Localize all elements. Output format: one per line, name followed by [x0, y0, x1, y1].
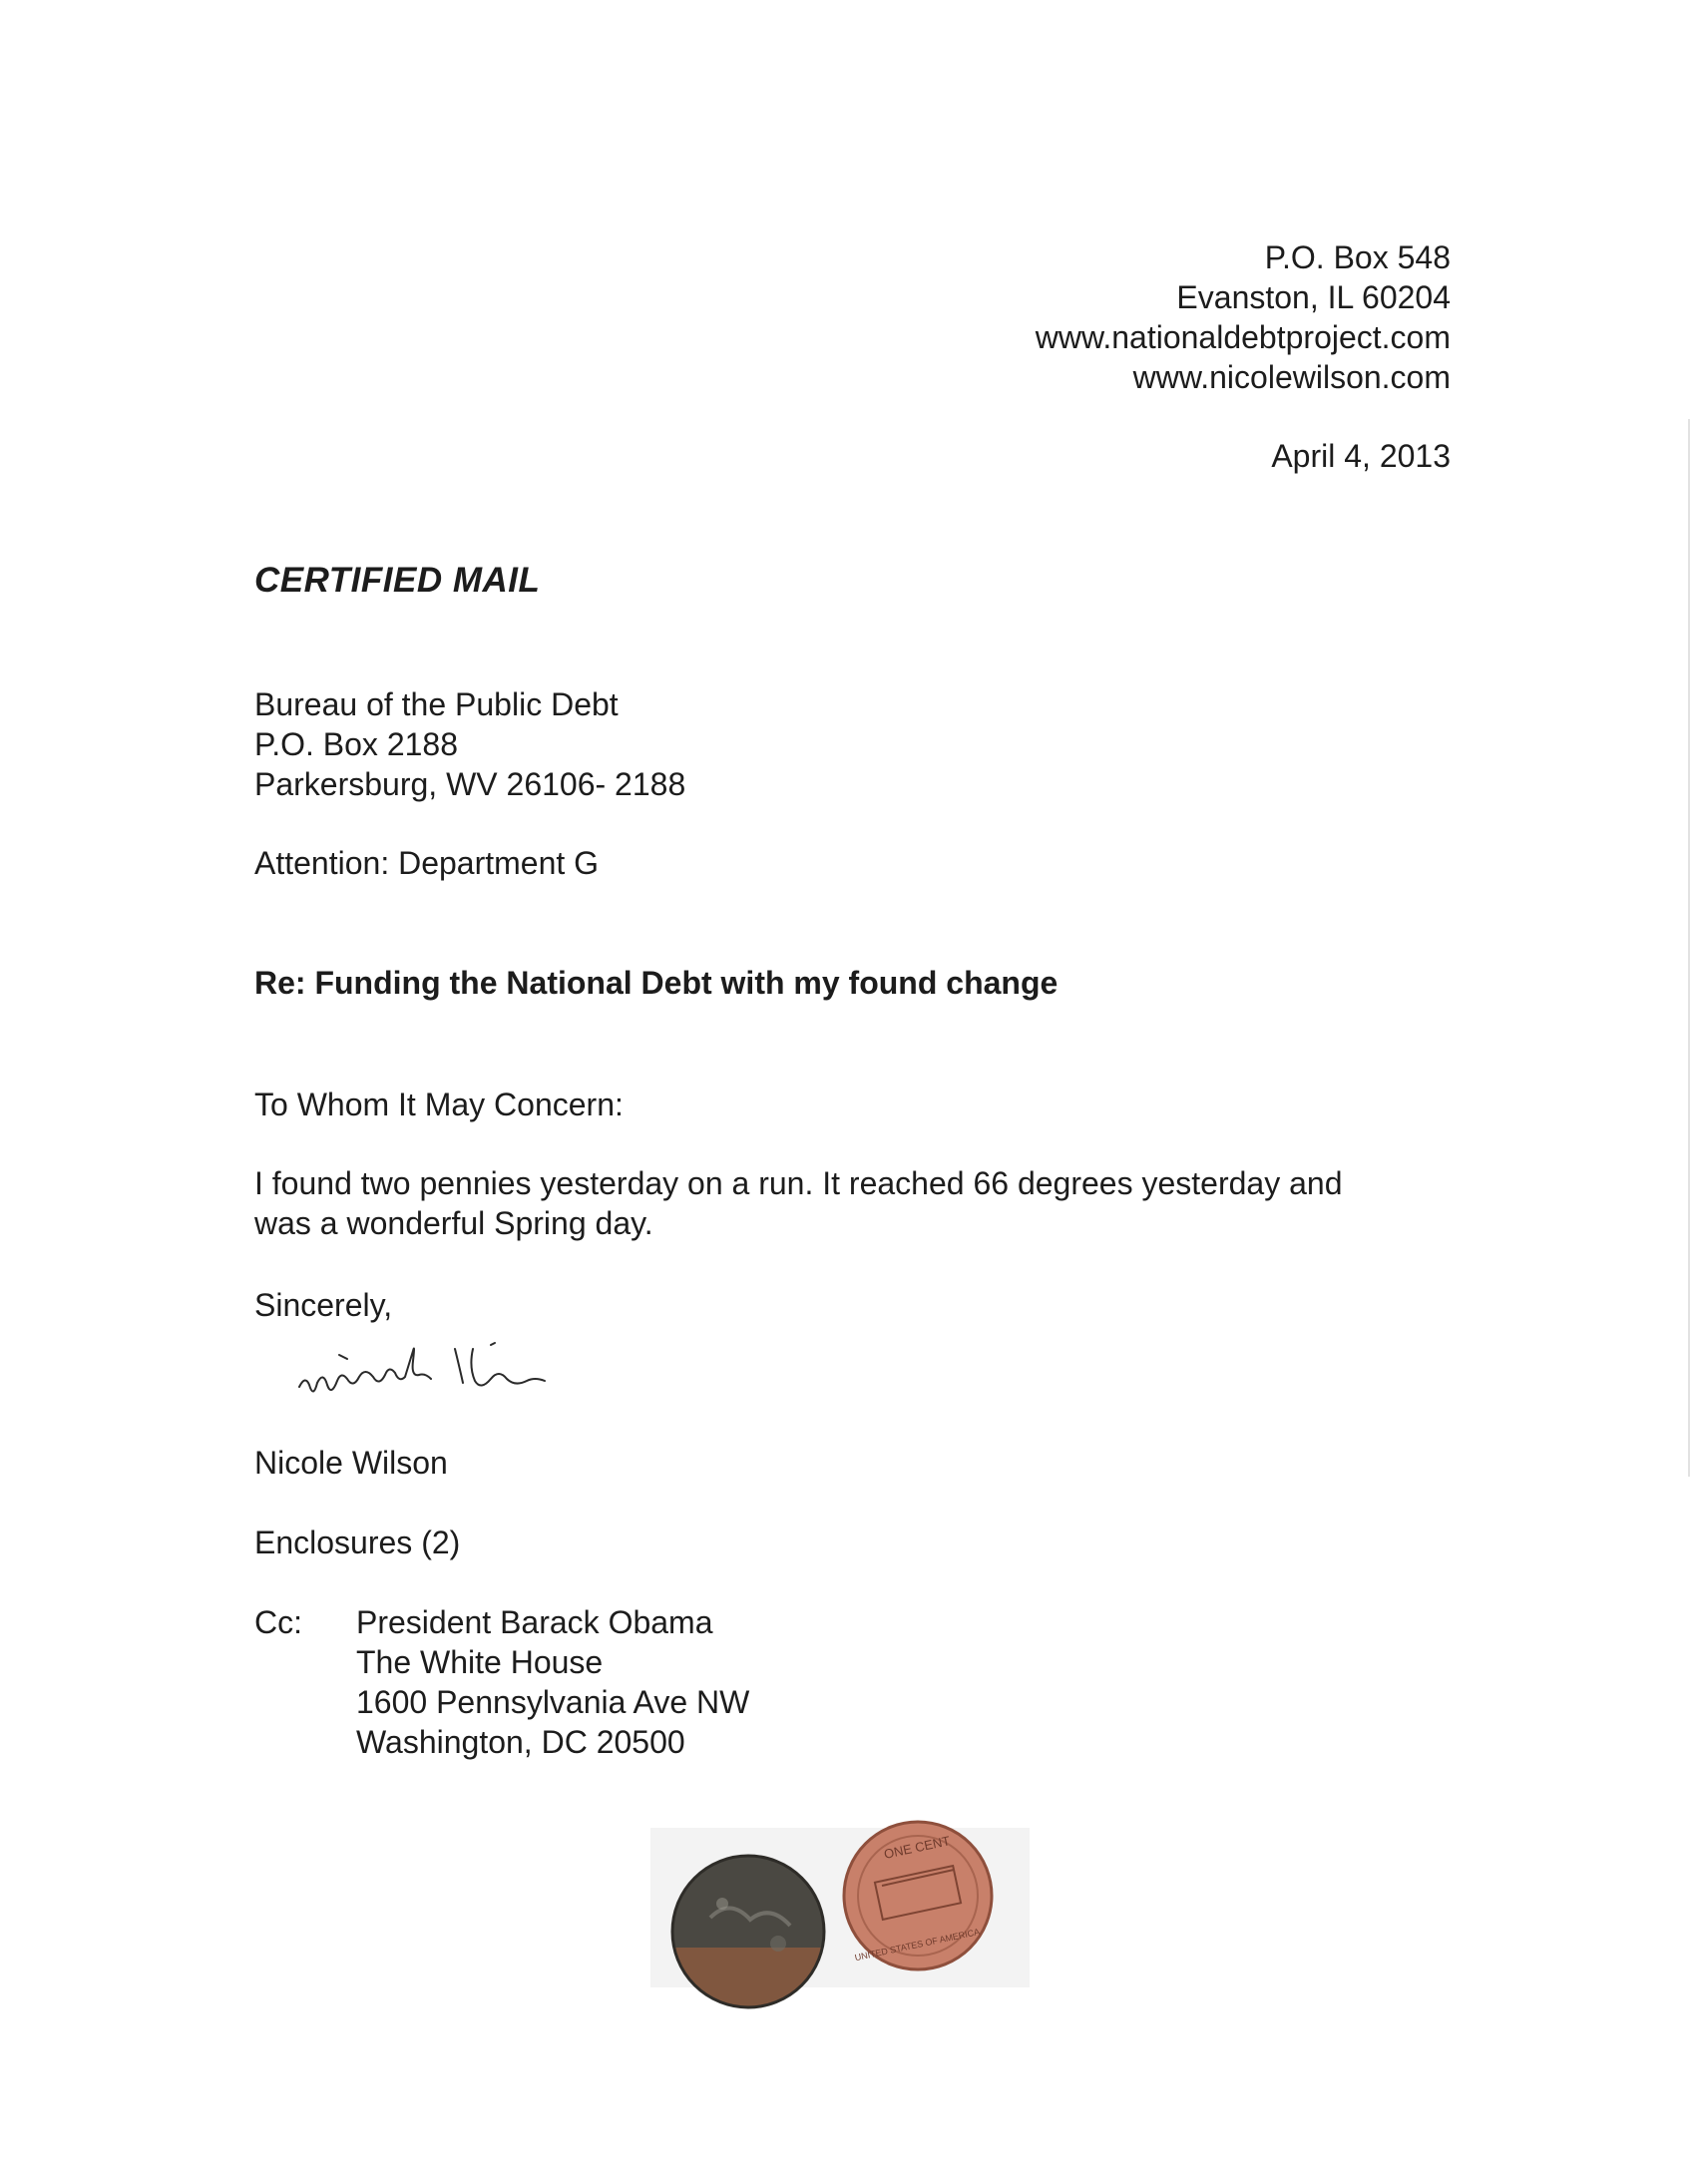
cc-address: [356, 1602, 749, 1762]
cc-line-building: The White House: [356, 1644, 604, 1680]
cc-line-name: President Barack Obama: [356, 1604, 713, 1640]
recipient-line-city: Parkersburg, WV 26106- 2188: [254, 766, 686, 802]
attention-line: Attention: Department G: [254, 845, 600, 881]
scan-edge-line: [1688, 419, 1690, 1477]
letter-body: [254, 1163, 1342, 1243]
cc-label: Cc:: [254, 1604, 302, 1640]
enclosures-note: Enclosures (2): [254, 1525, 461, 1560]
sender-address: [1036, 237, 1451, 397]
handwritten-signature: [295, 1327, 625, 1427]
sender-line-website-2: www.nicolewilson.com: [1132, 359, 1451, 395]
sender-line-city: Evanston, IL 60204: [1176, 279, 1451, 315]
certified-mail-heading: CERTIFIED MAIL: [254, 561, 541, 600]
letter-date: April 4, 2013: [1271, 438, 1451, 474]
penny-text-one-cent: ONE CENT: [882, 1833, 952, 1862]
enclosed-pennies: [650, 1808, 1030, 2017]
closing: Sincerely,: [254, 1287, 393, 1323]
recipient-line-po-box: P.O. Box 2188: [254, 726, 458, 762]
body-line-2: was a wonderful Spring day.: [254, 1205, 653, 1241]
weathered-penny: [672, 1856, 824, 2007]
penny-text-united-states: UNITED STATES OF AMERICA: [853, 1926, 981, 1964]
salutation: To Whom It May Concern:: [254, 1087, 624, 1122]
cc-line-street: 1600 Pennsylvania Ave NW: [356, 1684, 750, 1720]
copper-penny: [844, 1822, 992, 1969]
body-line-1: I found two pennies yesterday on a run. It reached 66 degrees yesterday and: [254, 1165, 1343, 1201]
signer-name: Nicole Wilson: [254, 1445, 448, 1481]
recipient-line-name: Bureau of the Public Debt: [254, 686, 619, 722]
recipient-address: [254, 684, 685, 804]
cc-line-city: Washington, DC 20500: [356, 1724, 685, 1760]
subject-line: Re: Funding the National Debt with my found change: [254, 965, 1059, 1001]
sender-line-po-box: P.O. Box 548: [1264, 239, 1451, 275]
sender-line-website-1: www.nationaldebtproject.com: [1035, 319, 1451, 355]
